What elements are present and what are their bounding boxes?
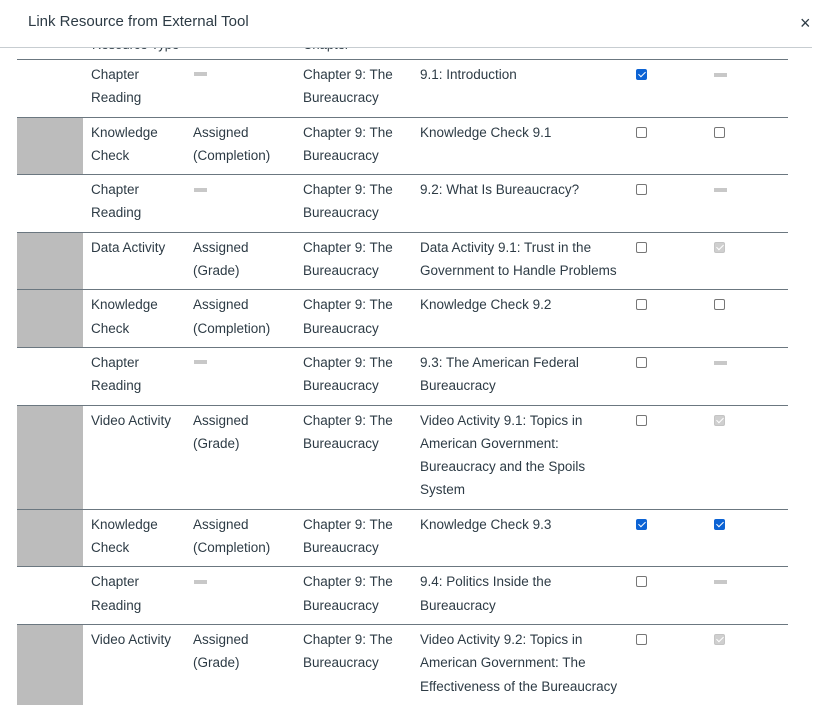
link-cell [633,60,710,118]
chapter-name: Chapter 9: The Bureaucracy [303,67,393,106]
resource-table [17,59,788,705]
resource-title: 9.2: What Is Bureaucracy? [420,182,580,198]
link-checkbox[interactable] [636,69,647,80]
table-row [17,567,788,625]
row-status-marker [17,232,83,290]
resource-type: Knowledge Check [91,516,158,556]
grade-unavailable-dash [714,188,727,192]
modal-title: Link Resource from External Tool [28,13,249,30]
grade-cell [710,117,788,175]
chapter-name: Chapter 9: The Bureaucracy [303,516,393,556]
resource-type: Knowledge Check [91,124,158,163]
grade-cell [710,405,788,509]
grade-checkbox[interactable] [714,127,725,138]
resource-type: Video Activity [91,412,172,428]
grade-unavailable-dash [714,73,727,77]
link-checkbox[interactable] [636,415,647,426]
resource-type: Chapter Reading [91,67,142,106]
assignment-status: Assigned (Grade) [193,239,249,279]
table-header-remnant [0,49,812,59]
chapter-name: Chapter 9: The Bureaucracy [303,297,393,336]
assignment-status [185,175,295,233]
resource-type: Video Activity [91,631,172,647]
link-cell [633,117,710,175]
assignment-status [185,60,295,118]
resource-type: Chapter Reading [91,354,142,394]
link-cell [633,624,710,704]
assignment-status: Assigned (Grade) [193,412,249,451]
resource-type: Chapter Reading [91,574,142,613]
resource-title: Video Activity 9.2: Topics in American Government: The Effectiveness of the Bureaucracy [420,631,618,694]
link-cell [633,567,710,625]
row-status-marker [17,509,83,567]
link-cell [633,509,710,567]
resource-type: Chapter Reading [91,182,142,221]
modal-header [0,0,812,48]
assignment-status [185,567,295,625]
not-assigned-dash [194,188,207,192]
chapter-name: Chapter 9: The Bureaucracy [303,574,393,613]
row-status-marker [17,624,83,704]
assignment-status: Assigned (Completion) [193,516,271,556]
grade-cell [710,290,788,348]
table-row [17,232,788,290]
grade-unavailable-dash [714,361,727,365]
resource-title: Knowledge Check 9.3 [420,516,552,532]
assignment-status: Assigned (Completion) [193,297,271,336]
row-status-marker [17,117,83,175]
grade-cell [710,232,788,290]
chapter-name: Chapter 9: The Bureaucracy [303,182,393,221]
not-assigned-dash [194,580,207,584]
link-cell [633,290,710,348]
not-assigned-dash [194,72,207,76]
resource-title: 9.3: The American Federal Bureaucracy [420,354,579,394]
resource-title: 9.1: Introduction [420,67,517,82]
link-checkbox[interactable] [636,634,647,645]
grade-cell [710,347,788,405]
table-row [17,347,788,405]
link-cell [633,405,710,509]
resource-title: Video Activity 9.1: Topics in American Government: Bureaucracy and the Spoils System [420,412,586,498]
grade-checkbox[interactable] [714,299,725,310]
chapter-name: Chapter 9: The Bureaucracy [303,412,393,451]
link-cell [633,175,710,233]
resource-list-scroll-area[interactable] [0,49,812,694]
grade-cell [710,624,788,704]
table-row [17,60,788,118]
resource-title: 9.4: Politics Inside the Bureaucracy [420,574,552,613]
chapter-name: Chapter 9: The Bureaucracy [303,124,393,163]
grade-checkbox[interactable] [714,519,725,530]
link-cell [633,232,710,290]
resource-title: Knowledge Check 9.1 [420,124,552,140]
not-assigned-dash [194,360,207,364]
resource-title: Data Activity 9.1: Trust in the Government to Handle Problems [420,239,617,279]
resource-title: Knowledge Check 9.2 [420,297,552,313]
link-checkbox[interactable] [636,184,647,195]
resource-type: Knowledge Check [91,297,158,336]
link-checkbox[interactable] [636,576,647,587]
grade-unavailable-dash [714,580,727,584]
link-checkbox[interactable] [636,242,647,253]
grade-checkbox [714,415,725,426]
row-status-marker [17,405,83,509]
resource-type: Data Activity [91,239,166,255]
row-status-marker [17,290,83,348]
chapter-name: Chapter 9: The Bureaucracy [303,631,393,671]
assignment-status [185,347,295,405]
link-checkbox[interactable] [636,127,647,138]
chapter-name: Chapter 9: The Bureaucracy [303,354,393,394]
grade-cell [710,509,788,567]
row-status-marker [17,175,83,233]
row-status-marker [17,347,83,405]
table-row [17,117,788,175]
link-checkbox[interactable] [636,357,647,368]
table-row [17,509,788,567]
assignment-status: Assigned (Grade) [193,631,249,671]
chapter-name: Chapter 9: The Bureaucracy [303,239,393,279]
grade-checkbox [714,242,725,253]
grade-checkbox [714,634,725,645]
link-checkbox[interactable] [636,299,647,310]
link-checkbox[interactable] [636,519,647,530]
grade-cell [710,60,788,118]
table-row [17,624,788,704]
table-row [17,290,788,348]
grade-cell [710,175,788,233]
row-status-marker [17,567,83,625]
row-status-marker [17,60,83,118]
grade-cell [710,567,788,625]
assignment-status: Assigned (Completion) [193,124,271,163]
link-cell [633,347,710,405]
table-row [17,405,788,509]
table-row [17,175,788,233]
close-button[interactable]: × [800,13,811,33]
